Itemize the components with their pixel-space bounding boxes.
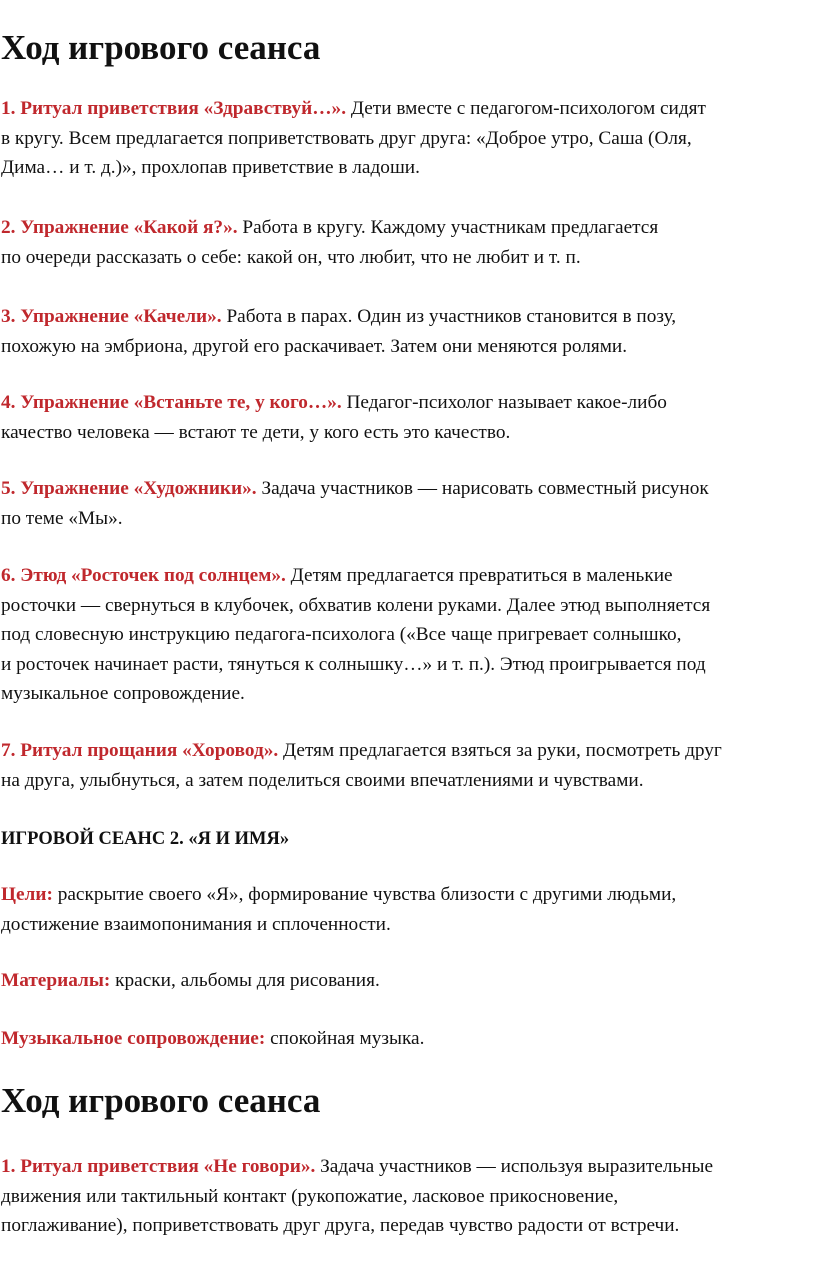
step-3-text-line: Работа в парах. Один из участников становится в позу, [221,306,677,327]
session-2-step-1-text-line: поглаживание), поприветствовать друг друга, передав чувство радости от встречи. [1,1215,680,1236]
step-6-paragraph [1,561,815,709]
materials-label: Материалы: [1,970,111,991]
step-5-paragraph [1,474,815,533]
step-5-text-line: Задача участников — нарисовать совместный рисунок [256,478,709,499]
step-2-paragraph [1,213,815,272]
step-6-text-line: под словесную инструкцию педагога-психолога («Все чаще пригревает солнышко, [1,624,682,645]
step-1-paragraph [1,94,815,183]
music-paragraph [1,1024,815,1054]
step-6-text-line: музыкальное сопровождение. [1,683,245,704]
step-6-label: 6. Этюд «Росточек под солнцем». [1,565,286,586]
step-1-text-line: в кругу. Всем предлагается поприветствовать друг друга: «Доброе утро, Саша (Оля, [1,127,692,149]
step-2-text-line: по очереди рассказать о себе: какой он, что любит, что не любит и т. п. [1,246,581,268]
goals-label: Цели: [1,884,53,905]
step-7-text-line: Детям предлагается взяться за руки, посмотреть друг [278,740,722,761]
materials-text-line: краски, альбомы для рисования. [110,970,380,991]
goals-paragraph [1,880,815,939]
session-2-step-1-text-line: Задача участников — используя выразительные [315,1156,714,1177]
music-text-line: спокойная музыка. [265,1028,425,1049]
goals-text-line: раскрытие своего «Я», формирование чувства близости с другими людьми, [52,884,677,905]
step-3-paragraph [1,302,815,361]
step-5-label: 5. Упражнение «Художники». [1,478,257,499]
session-2-step-1-paragraph [1,1152,815,1241]
step-2-text-line: Работа в кругу. Каждому участникам предлагается [237,217,659,238]
session-2-step-1-text-line: движения или тактильный контакт (рукопожатие, ласковое прикосновение, [1,1185,619,1207]
heading-course-of-session: Ход игрового сеанса [1,28,321,67]
step-7-paragraph [1,736,815,795]
step-2-label: 2. Упражнение «Какой я?». [1,217,238,238]
step-6-text-line: Детям предлагается превратиться в маленькие [285,565,673,586]
step-4-text-line: качество человека — встают те дети, у кого есть это качество. [1,421,511,443]
goals-text-line: достижение взаимопонимания и сплоченности. [1,913,391,935]
materials-paragraph [1,966,815,996]
session-2-title: ИГРОВОЙ СЕАНС 2. «Я И ИМЯ» [1,829,290,849]
music-label: Музыкальное сопровождение: [1,1028,266,1049]
step-3-label: 3. Упражнение «Качели». [1,306,222,327]
step-4-label: 4. Упражнение «Встаньте те, у кого…». [1,392,342,413]
step-1-text-line: Дима… и т. д.)», прохлопав приветствие в ладоши. [1,157,420,178]
step-4-text-line: Педагог-психолог называет какое-либо [341,392,667,413]
session-2-step-1-label: 1. Ритуал приветствия «Не говори». [1,1156,316,1177]
step-6-text-line: и росточек начинает расти, тянуться к солнышку…» и т. п.). Этюд проигрывается под [1,653,706,675]
step-3-text-line: похожую на эмбриона, другой его раскачивает. Затем они меняются ролями. [1,335,628,357]
step-6-text-line: росточки — свернуться в клубочек, обхватив колени руками. Далее этюд выполняется [1,594,711,616]
step-7-label: 7. Ритуал прощания «Хоровод». [1,740,279,761]
heading-course-of-session-2: Ход игрового сеанса [1,1081,321,1120]
step-4-paragraph [1,388,815,447]
step-1-text-line: Дети вместе с педагогом-психологом сидят [346,98,706,119]
step-1-label: 1. Ритуал приветствия «Здравствуй…». [1,98,347,119]
step-7-text-line: на друга, улыбнуться, а затем поделиться своими впечатлениями и чувствами. [1,769,644,791]
step-5-text-line: по теме «Мы». [1,507,123,529]
